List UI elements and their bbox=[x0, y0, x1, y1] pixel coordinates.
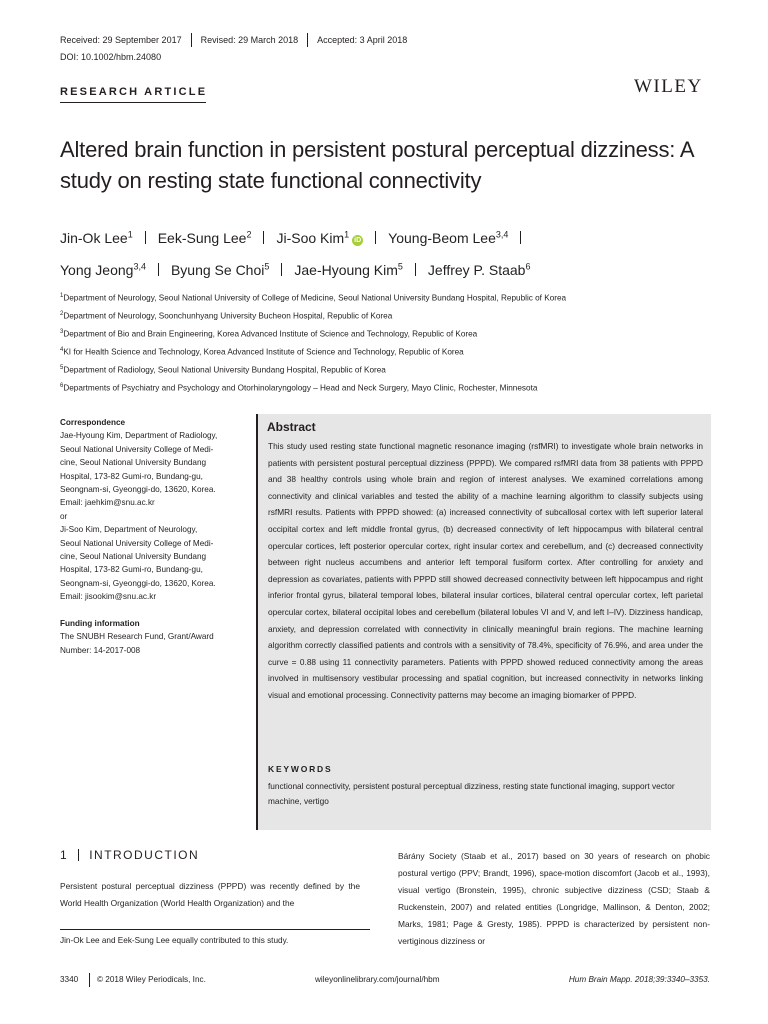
correspondence-line: Seongnam-si, Gyeonggi-do, 13620, Korea. bbox=[60, 485, 216, 495]
section-number: 1 bbox=[60, 848, 69, 862]
author-list bbox=[60, 220, 720, 285]
doi[interactable]: DOI: 10.1002/hbm.24080 bbox=[60, 52, 162, 62]
correspondence-line: Hospital, 173-82 Gumi-ro, Bundang-gu, bbox=[60, 471, 203, 481]
received-date: Received: 29 September 2017 bbox=[60, 35, 182, 45]
author[interactable]: Young-Beom Lee$^{3,4}$ bbox=[388, 229, 509, 246]
author[interactable]: Jae-Hyoung Kim$^5$ bbox=[294, 261, 403, 279]
correspondence-line: cine, Seoul National University Bundang bbox=[60, 458, 207, 468]
divider bbox=[415, 263, 416, 276]
article-title: Altered brain function in persistent postural perceptual dizziness: A study on resting state functional connectivity bbox=[60, 137, 694, 193]
divider bbox=[520, 231, 521, 244]
correspondence-line: Hospital, 173-82 Gumi-ro, Bundang-gu, bbox=[60, 565, 203, 575]
affiliation: $^2$Department of Neurology, Soonchunhyang University Bucheon Hospital, Republic of Korea bbox=[60, 311, 393, 321]
funding-line: Number: 14-2017-008 bbox=[60, 645, 141, 655]
affiliations bbox=[60, 289, 730, 397]
copyright: © 2018 Wiley Periodicals, Inc. bbox=[97, 975, 206, 984]
footnote: Jin-Ok Lee and Eek-Sung Lee equally contributed to this study. bbox=[60, 936, 289, 945]
affiliation: $^4$KI for Health Science and Technology, Korea Advanced Institute of Science and Technology, Republic of Korea bbox=[60, 347, 464, 357]
divider bbox=[145, 231, 146, 244]
correspondence-line: or bbox=[60, 511, 68, 521]
affiliation: $^1$Department of Neurology, Seoul National University of College of Medicine, Seoul National University Bundang Hospital, Republic of Korea bbox=[60, 293, 567, 303]
publisher-logo: WILEY bbox=[634, 76, 703, 97]
abstract-text: This study used resting state functional magnetic resonance imaging (rsfMRI) to investigate whole brain networks in patients with persistent postural perceptual dizziness (PPPD). We compared rsfMRI data from 38 patients with PPPD and 38 healthy controls using whole brain and region of interest analyses. We examined correlations among connectivity and clinical variables and tested the ability of a machine learning algorithm to classify subjects using rsfMRI results. Patients with PPPD showed: (a) increased connectivity of subcallosal cortex with left superior lateral occipital cortex and left middle frontal gyrus, (b) decreased connectivity of left hippocampus with bilateral central opercular cortices, left posterior opercular cortex, right insular cortex and cerebellum, and (c) decreased connectivity between right nucleus accumbens and anterior left temporal fusiform cortex. After controlling for anxiety and depression as covariates, patients with PPPD still showed decreased connectivity between left hippocampus and right inferior frontal gyrus, bilateral temporal lobes, bilateral insular cortices, bilateral central opercular cortex, left parietal opercular cortex, bilateral occipital lobes and cerebellum (bilateral lobules VI and V, and left I–IV). Dizziness handicap, anxiety, and depression correlated with connectivity in clinically meaningful brain regions. The machine learning algorithm correctly classified patients and controls with a sensitivity of 78.4%, specificity of 76.9%, and area under the curve = 0.88 using 11 connectivity parameters. Patients with PPPD showed reduced connectivity among the areas involved in multisensory vestibular processing and spatial cognition, but increased connectivity in networks linking visual and emotional processing. Connectivity patterns may become an imaging biomarker of PPPD. bbox=[268, 441, 703, 700]
abstract-heading: Abstract bbox=[267, 420, 316, 434]
abstract-rule bbox=[256, 414, 258, 830]
footnote-rule bbox=[60, 929, 370, 930]
affiliation: $^3$Department of Bio and Brain Engineering, Korea Advanced Institute of Science and Technology, Republic of Korea bbox=[60, 329, 478, 339]
author[interactable]: Byung Se Choi$^5$ bbox=[170, 261, 270, 279]
author[interactable]: Yong Jeong$^{3,4}$ bbox=[60, 261, 146, 279]
divider bbox=[191, 33, 192, 47]
author[interactable]: Ji-Soo Kim$^1$iD bbox=[276, 229, 362, 246]
article-type: RESEARCH ARTICLE bbox=[60, 86, 208, 98]
correspondence-heading: Correspondence bbox=[60, 418, 126, 427]
orcid-icon[interactable]: iD bbox=[354, 236, 362, 244]
section-title: INTRODUCTION bbox=[89, 848, 200, 862]
divider bbox=[263, 231, 264, 244]
divider bbox=[78, 849, 79, 861]
revised-date: Revised: 29 March 2018 bbox=[200, 35, 299, 45]
intro-paragraph-right: Bárány Society (Staab et al., 2017) based on 30 years of research on phobic postural vertigo (PPV; Brandt, 1996), space-motion discomfort (Jacob et al., 1993), visual vertigo (Bronstein, 1995), chronic subjective dizziness (CSD; Staab & Ruckenstein, 2007) and related entities (Longridge, Mallinson, & Denton, 2002; Marks, 1981; Page & Gresty, 1985). PPPD is characterized by persistent non-vertiginous dizziness or bbox=[398, 851, 710, 946]
correspondence-line: Seoul National University College of Medi- bbox=[60, 538, 214, 548]
funding-line: The SNUBH Research Fund, Grant/Award bbox=[60, 632, 214, 642]
correspondence-line: cine, Seoul National University Bundang bbox=[60, 552, 207, 562]
author[interactable]: Jeffrey P. Staab$^6$ bbox=[427, 261, 531, 279]
affiliation: $^6$Departments of Psychiatry and Psychology and Otorhinolaryngology – Head and Neck Surgery, Mayo Clinic, Rochester, Minnesota bbox=[60, 383, 538, 393]
keywords-heading: KEYWORDS bbox=[268, 764, 333, 774]
correspondence-line: Seoul National University College of Medi- bbox=[60, 444, 214, 454]
email-link[interactable]: Email: jisookim@snu.ac.kr bbox=[60, 592, 157, 602]
divider bbox=[375, 231, 376, 244]
author[interactable]: Eek-Sung Lee$^2$ bbox=[157, 229, 252, 246]
section-heading bbox=[60, 848, 199, 862]
author[interactable]: Jin-Ok Lee$^1$ bbox=[60, 229, 133, 246]
funding-heading: Funding information bbox=[60, 618, 140, 628]
journal-url[interactable]: wileyonlinelibrary.com/journal/hbm bbox=[315, 975, 440, 984]
page-number: 3340 bbox=[60, 975, 79, 984]
article-type-underline bbox=[60, 102, 206, 103]
divider bbox=[307, 33, 308, 47]
accepted-date: Accepted: 3 April 2018 bbox=[317, 35, 408, 45]
keywords-text: functional connectivity, persistent postural perceptual dizziness, resting state functional imaging, support vector machine, vertigo bbox=[268, 781, 675, 807]
correspondence-section bbox=[60, 416, 240, 657]
correspondence-line: Seongnam-si, Gyeonggi-do, 13620, Korea. bbox=[60, 578, 216, 588]
correspondence-line: Jae-Hyoung Kim, Department of Radiology, bbox=[60, 431, 218, 441]
divider bbox=[89, 973, 90, 987]
citation: Hum Brain Mapp. 2018;39:3340–3353. bbox=[568, 975, 710, 984]
intro-paragraph-left: Persistent postural perceptual dizziness (PPPD) was recently defined by the World Health Organization (World Health Organization) and the bbox=[60, 881, 360, 908]
divider bbox=[158, 263, 159, 276]
divider bbox=[281, 263, 282, 276]
article-dates bbox=[60, 33, 407, 47]
correspondence-line: Ji-Soo Kim, Department of Neurology, bbox=[60, 525, 198, 535]
affiliation: $^5$Department of Radiology, Seoul National University Bundang Hospital, Republic of Korea bbox=[60, 365, 386, 375]
email-link[interactable]: Email: jaehkim@snu.ac.kr bbox=[60, 498, 155, 508]
